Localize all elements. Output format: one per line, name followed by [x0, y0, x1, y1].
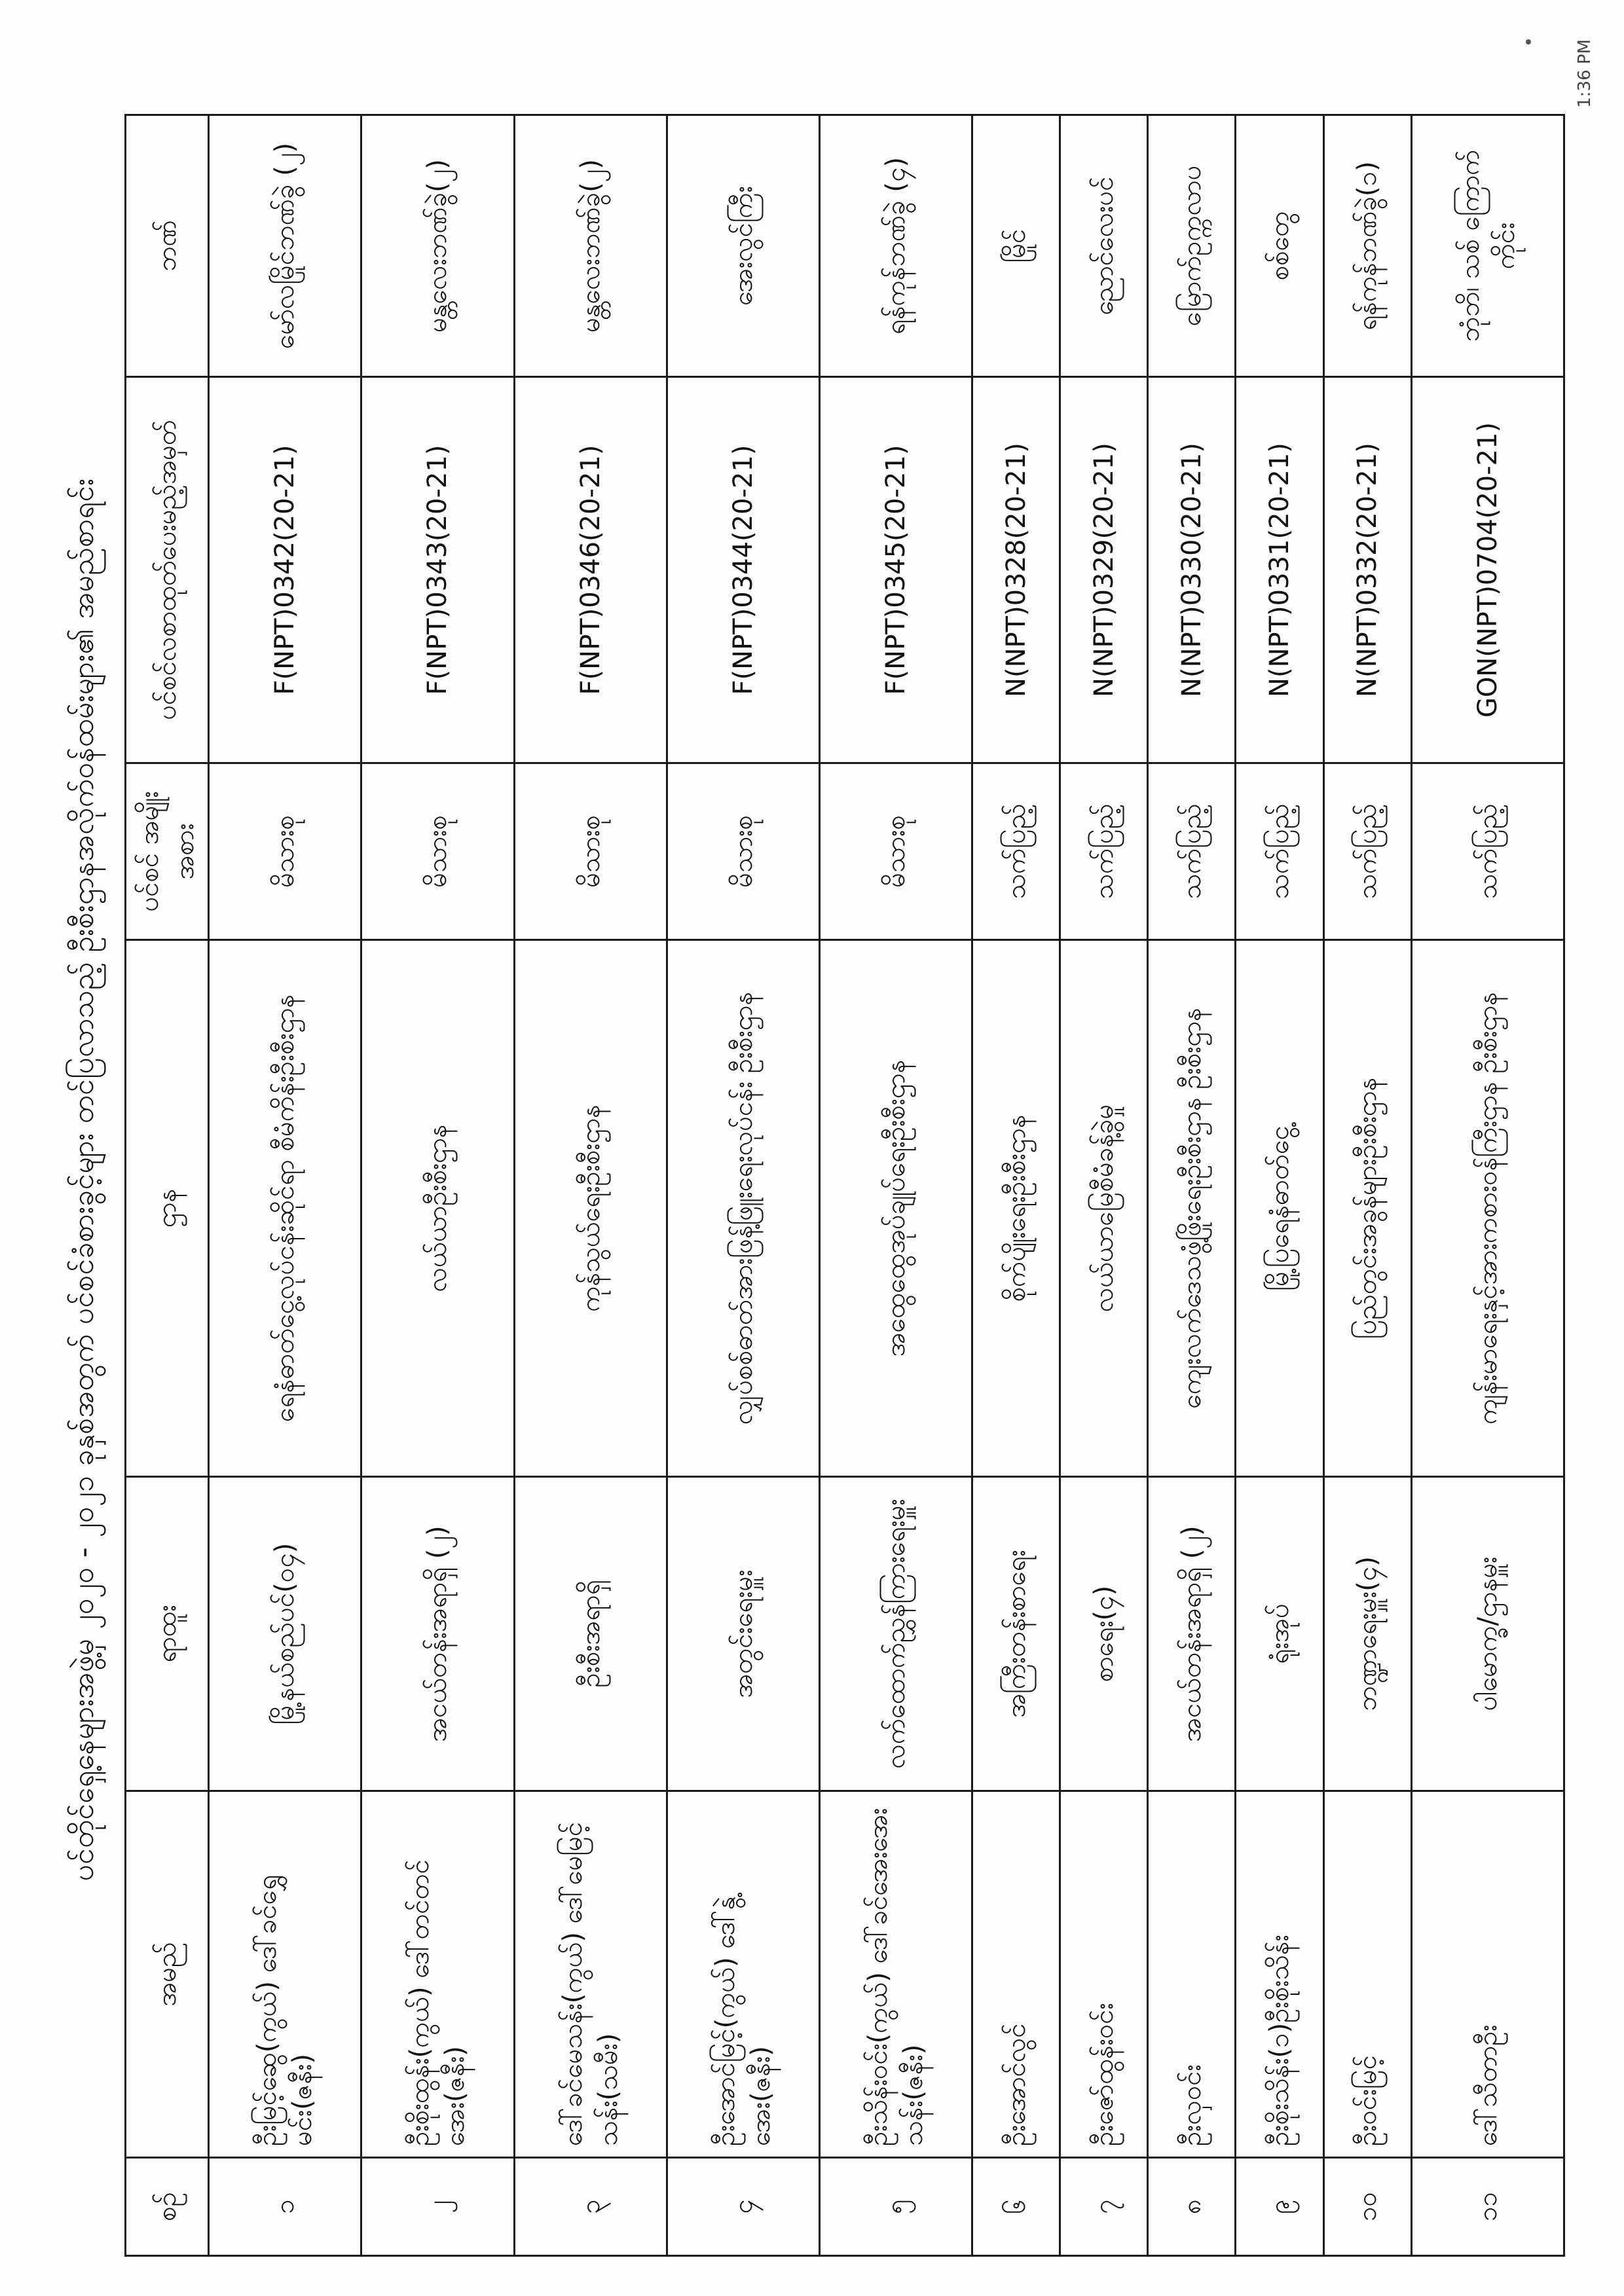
- cell-name: ဦးစိုးသိန်း(၁)ဦးစိုးသိန်း: [1236, 1791, 1323, 2158]
- cell-department: ကုန်သွယ်ရေးဦးစီးဌာန: [514, 940, 667, 1477]
- cell-position: စာရေး(၄): [1060, 1477, 1148, 1791]
- cell-pension-type: သက်ပြည့်: [1236, 763, 1323, 940]
- header-name: အမည်: [126, 1791, 209, 2158]
- cell-name: ဦးအောင်လွင်: [972, 1791, 1060, 2158]
- document-title: ပင်တိုင်ရှေ့နေများအဖွဲ့မှ ၂၀၂၀ - ၂၀၂၁ ခုနှစ်အတွက် ပင်စင်ခံစားခွင့်များ တင်ပြလာသည့် ဦးစီးဌာနအလိုက်ဝန်ထမ်းများ၏ အမည်စာရင်း: [67, 478, 100, 1882]
- cell-department: ပြည်တွင်းအခွန်များဦးစီးဌာန: [1323, 940, 1411, 1477]
- cell-pension-type: သက်ပြည့်: [1148, 763, 1236, 940]
- cell-pension-number: F(NPT)0345(20-21): [820, 377, 972, 763]
- table-row: [514, 115, 667, 2256]
- cell-no: ၁၀: [1323, 2158, 1411, 2256]
- cell-name: ဦးဝင်းမြင့်: [1323, 1791, 1411, 2158]
- cell-name: ဒေါ်သီတာဦး: [1411, 1791, 1564, 2158]
- table-header-row: [126, 115, 209, 2256]
- pension-list-table: [124, 114, 1565, 2257]
- table-row: [209, 115, 361, 2256]
- cell-name: ဒေါ်ခင်မေသန်း(ကွယ်) ဒေါ်မေမြင့်သန်း(သမီး): [514, 1791, 667, 2158]
- table-row: [820, 115, 972, 2256]
- cell-pension-number: N(NPT)0332(20-21): [1323, 377, 1411, 763]
- cell-pension-number: N(NPT)0329(20-21): [1060, 377, 1148, 763]
- cell-position: ရုံးအုပ်: [1236, 1477, 1323, 1791]
- table-row: [1411, 115, 1564, 2256]
- header-position: ရာထူး: [126, 1477, 209, 1791]
- cell-department: ရေနံဓာတ်ငွေ့လုပ်ငန်းဆိုင်ရာ စီမံကိန်းဦးစီးဌာန: [209, 940, 361, 1477]
- cell-pension-type: မိသားစု: [209, 763, 361, 940]
- cell-bank: စစ်တွေ: [1236, 115, 1323, 377]
- cell-name: ဦးစိုးထွန်း(ကွယ်) ဒေါ်တင်တင်အေး(ဇနီး): [361, 1791, 514, 2158]
- cell-pension-number: F(NPT)0342(20-21): [209, 377, 361, 763]
- cell-name: ဦးမြင့်ဆွေ(ကွယ်) ဒေါ်ခင်ရွှေမင်း(ဇနီး): [209, 1791, 361, 2158]
- cell-no: ၁၁: [1411, 2158, 1564, 2256]
- cell-pension-type: သက်ပြည့်: [1411, 763, 1564, 940]
- header-department: ဌာန: [126, 940, 209, 1477]
- table-row: [1148, 115, 1236, 2256]
- cell-name: ဦးဇော်ထွန်းဝင်း: [1060, 1791, 1148, 2158]
- cell-position: အကြီးတန်းစာရေး: [972, 1477, 1060, 1791]
- cell-bank: ညောင်လေးပင်: [1060, 115, 1148, 377]
- header-pension-number: ပင်စင်လစာထုတ်ပေးမည့်အမှတ်: [126, 377, 209, 763]
- cell-no: ၉: [1236, 2158, 1323, 2256]
- table-row: [1236, 115, 1323, 2256]
- cell-position: အငယ်တန်းအရာရှိ (၂): [361, 1477, 514, 1791]
- cell-pension-type: မိသားစု: [667, 763, 819, 940]
- table-row: [1323, 115, 1411, 2256]
- cell-bank: ဘုံဘိ၊ သစ် ကြောက်ကိုင်း: [1411, 115, 1564, 377]
- cell-department: ကျေးလက်ဒေသဖွံ့ဖြိုးရေးဦးစီးဌာန ဦးစီးဌာန: [1148, 940, 1236, 1477]
- cell-pension-type: သက်ပြည့်: [1323, 763, 1411, 940]
- cell-position: လက်ထောက်ညွှန်ကြားရေးမှူး: [820, 1477, 972, 1791]
- cell-pension-type: မိသားစု: [361, 763, 514, 940]
- cell-pension-type: မိသားစု: [514, 763, 667, 940]
- table-row: [1060, 115, 1148, 2256]
- cell-pension-number: N(NPT)0328(20-21): [972, 377, 1060, 763]
- cell-pension-number: F(NPT)0344(20-21): [667, 377, 819, 763]
- cell-pension-number: N(NPT)0331(20-21): [1236, 377, 1323, 763]
- cell-no: ၂: [361, 2158, 514, 2256]
- cell-no: ၄: [667, 2158, 819, 2256]
- header-pension-type: ပင်စင် အမျိုးအစား: [126, 763, 209, 940]
- table-row: [361, 115, 514, 2256]
- cell-no: ၅: [820, 2158, 972, 2256]
- cell-bank: အေးလွင်ကြီး: [667, 115, 819, 377]
- cell-pension-type: သက်ပြည့်: [972, 763, 1060, 940]
- cell-department: မြို့ပြရေနံဓာတ်ငွေ့: [1236, 940, 1323, 1477]
- cell-no: ၁: [209, 2158, 361, 2256]
- cell-department: စိုက်ပျိုးရေးဦးစီးဌာန: [972, 940, 1060, 1477]
- cell-bank: မော်လမြိုင်ဘဏ်ခွဲ (၂): [209, 115, 361, 377]
- cell-name: ဦးသိန်းဝင်း(ကွယ်) ဒေါ်ခင်အေးအေးသန်း(ဇနီး): [820, 1791, 972, 2158]
- cell-position: အငယ်တန်းအရာရှိ (၂): [1148, 1477, 1236, 1791]
- cell-no: ၃: [514, 2158, 667, 2256]
- cell-bank: မန္တလေးဘဏ်ခွဲ(၂): [361, 115, 514, 377]
- cell-position: ပါမောက္ခ/ဌာနမှူး: [1411, 1477, 1564, 1791]
- cell-pension-type: သက်ပြည့်: [1060, 763, 1148, 940]
- cell-pension-number: F(NPT)0343(20-21): [361, 377, 514, 763]
- cell-department: ကျန်းမာရေးနှင့်အားကစားဝန်ကြီးဌာန ဦးစီးဌာန: [1411, 940, 1564, 1477]
- cell-pension-type: မိသားစု: [820, 763, 972, 940]
- cell-position: ဦးစီးအရာရှိ: [514, 1477, 667, 1791]
- header-bank: ဘဏ်: [126, 115, 209, 377]
- cell-pension-number: F(NPT)0346(20-21): [514, 377, 667, 763]
- cell-name: ဦးလှဝင်း: [1148, 1791, 1236, 2158]
- cell-bank: မြိုင်: [972, 115, 1060, 377]
- cell-position: အတွင်းရေးမှူး: [667, 1477, 819, 1791]
- timestamp: 1:36 PM: [1575, 39, 1595, 108]
- cell-no: ၇: [1060, 2158, 1148, 2256]
- table-row: [667, 115, 819, 2256]
- table-row: [972, 115, 1060, 2256]
- cell-bank: မန္တလေးဘဏ်ခွဲ(၂): [514, 115, 667, 377]
- cell-position: ဘဏ္ဍာရေးမှူး(၄): [1323, 1477, 1411, 1791]
- cell-department: လယ်ယာမြေစီမံခန့်ခွဲမှု: [1060, 940, 1148, 1477]
- cell-pension-number: GON(NPT)0704(20-21): [1411, 377, 1564, 763]
- cell-bank: ရန်ကုန်ဘဏ်ခွဲ(၁): [1323, 115, 1411, 377]
- cell-department: အထွေထွေအုပ်ချုပ်ရေးဦးစီးဌာန: [820, 940, 972, 1477]
- cell-bank: မြောက်ဥက္ကလာပ: [1148, 115, 1236, 377]
- cell-no: ၆: [972, 2158, 1060, 2256]
- cell-department: လယ်ယာဦးစီးဌာန: [361, 940, 514, 1477]
- cell-position: မြို့နယ်စည်ပင်(၀၄): [209, 1477, 361, 1791]
- cell-name: ဦးအောင်မြင့်(ကွယ်) ဒေါ်နွဲ့အေး(ဇနီး): [667, 1791, 819, 2158]
- cell-no: ၈: [1148, 2158, 1236, 2256]
- cell-bank: ရန်ကုန်ဘဏ်ခွဲ (၄): [820, 115, 972, 377]
- cell-department: လျှပ်စစ်ဓာတ်အားဖြန့်ဖြူးရေးလုပ်ငန်း ဦးစီးဌာန: [667, 940, 819, 1477]
- cell-pension-number: N(NPT)0330(20-21): [1148, 377, 1236, 763]
- header-no: စဉ်: [126, 2158, 209, 2256]
